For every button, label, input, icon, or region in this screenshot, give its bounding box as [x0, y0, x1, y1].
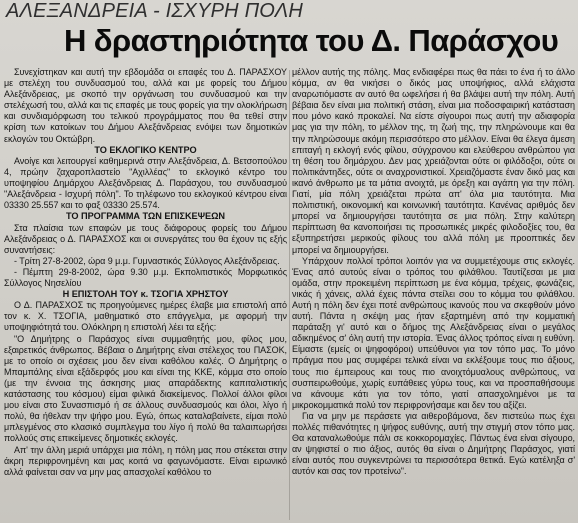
- section-subheading: ΤΟ ΕΚΛΟΓΙΚΟ ΚΕΝΤΡΟ: [94, 144, 197, 155]
- article-paragraph: "Ο Δημήτρης ο Παράσχος είναι συμμαθητής μου, φίλος μου, εξαιρετικός άνθρωπος. Βέβαια ο Δημήτρης είναι στέλεχος του ΠΑΣΟΚ, με το οποίο οι σχέσεις μου δεν είναι καθόλου καλές. Ο Δημήτρης ο Μπαμπάλης είναι εξάδερφός μου και είναι της ΚΚΕ, κόμμα στο οποίο (με την έννοια της άσκησης μιας απαράδεκτης καπιταλιστικής κατάστασης του κόσμου) είμαι φιλικά διακείμενος. Πολλοί άλλοι φίλοι μου είναι στο Συνασπισμό ή σε άλλους συνδυασμούς και όλοι, λίγο ή πολύ, θα ήθελαν την ψήφο μου. Εγώ, όπως καταλαβαίνετε, είμαι πολύ μπλεγμένος στο κλασικό συμπλεγμα του λίγο ή πολύ θα ταλαιπωρήσει πολλούς στις επικείμενες δημοτικές εκλογές.: [4, 333, 287, 444]
- article-paragraph: Στα πλαίσια των επαφών με τους διάφορους φορείς του Δήμου Αλεξάνδρειας ο Δ. ΠΑΡΑΣΧΟΣ και οι συνεργάτες του θα έχουν τις εξής συναντήσεις:: [4, 222, 287, 255]
- article-paragraph: Ο Δ. ΠΑΡΑΣΧΟΣ τις προηγούμενες ημέρες έλαβε μια επιστολή από τον κ. Χ. ΤΣΟΓΙΑ, μαθηματικό στο επάγγελμα, με αφορμή την υποψηφιότητά του. Ολόκληρη η επιστολή λέει τα εξής:: [4, 300, 287, 333]
- section-subheading: ΤΟ ΠΡΟΓΡΑΜΜΑ ΤΩΝ ΕΠΙΣΚΕΨΕΩΝ: [66, 211, 225, 222]
- column-divider: [289, 70, 290, 520]
- section-kicker: ΑΛΕΞΑΝΔΡΕΙΑ - ΙΣΧΥΡΗ ΠΟΛΗ: [6, 0, 303, 22]
- left-column: [4, 67, 287, 523]
- article-paragraph: Απ' την άλλη μεριά υπάρχει μια πόλη, η πόλη μας που στέκεται στην άκρη περιφρονημένη και μας κοιτά να φαγωνόμαστε. Είναι ειρωνικό αλλά φαίνεται σαν να μην μας απασχολεί καθόλου το: [4, 444, 287, 477]
- article-paragraph: Συνεχίστηκαν και αυτή την εβδομάδα οι επαφές του Δ. ΠΑΡΑΣΧΟΥ με στελέχη του συνδυασμού του, αλλά και με φορείς του Δήμου Αλεξάνδρειας, με σκοπό την οργάνωση του συνδυασμού και την στελέχωσή του, αλλά και τις επαφές με τους φορείς για την ολοκλήρωση και συνδιαμόρφωση του τελικού προγράμματος που θα τεθεί στην κρίση των κατοίκων του Δήμου Αλεξάνδρειας ενόψει των δημοτικών εκλογών του Οκτώβρη.: [4, 67, 287, 144]
- article-paragraph: - Πέμπτη 29-8-2002, ώρα 9.30 μ.μ. Εκπολιτιστικός Μορφωτικός Σύλλογος Νησελίου: [4, 266, 287, 288]
- article-paragraph: Για να μην με περάσετε για αιθεροβάμονα, δεν πιστεύω πως έχει πολλές πιθανότητες η ψήφος ευθύνης, αυτή την στιγμή στον τόπο μας. Θα καταναλωθούμε πάλι σε κοκκορομαχίες. Πάντως ένα είναι σίγουρο, αν ψηφιστεί ο πιο άξιος, αυτός θα είναι ο Δημήτρης Παράσχος, γιατί είναι αυτός που συγκεντρώνει τα περισσότερα θετικά. Εγώ κατέληξα σ' αυτόν και σας τον προτείνω".: [292, 410, 575, 477]
- article-headline: Η δραστηριότητα του Δ. Παράσχου: [64, 23, 559, 58]
- section-subheading: Η ΕΠΙΣΤΟΛΗ ΤΟΥ κ. ΤΣΟΓΙΑ ΧΡΗΣΤΟΥ: [62, 289, 229, 300]
- article-paragraph: Ανοίγε και λειτουργεί καθημερινά στην Αλεξάνδρεια, Δ. Βετσοπούλου 4, πρώην ζαχαροπλαστείο "Αχιλλέας" το εκλογικό κέντρο του υποψηφίου Δημάρχου Αλεξάνδρειας Δ. Παράσχου, του συνδυασμού "Αλεξάνδρεια - Ισχυρή πόλη". Το τηλέφωνο του εκλογικού κέντρου είναι 03330 25.557 και το φαξ 03330 25.574.: [4, 155, 287, 211]
- right-column: [292, 67, 575, 523]
- article-paragraph: μέλλον αυτής της πόλης. Μας ενδιαφέρει πως θα πάει το ένα ή το άλλο κόμμα, αν θα νικήσει ο δικός μας υποψήφιος, αλλά ελάχιστα αναρωτιόμαστε αν αυτό θα ωφελήσει ή θα βλάψει αυτή την πόλη. Αυτή βέβαια δεν είναι μια πολιτική στάση, είναι μια ποδοσφαιρική κατάσταση που μόνο κακό προκαλεί. Να είστε σίγουροι πως αυτή την αδιαφορία μας για την πόλη, το μέλλον της, τη ζωή της, την πληρώνουμε και θα την πληρώσουμε ακόμη περισσότερο στο μέλλον. Είναι θα έλεγα άμεση επιταγή η εκλογή ενός φίλου, σύγχρονου και ελεύθερου ανθρώπου για τη θέση του δημάρχου. Δεν μας χρειάζονται ούτε οι φιλόδοξοι, ούτε οι πολιτικάντηδες, ούτε οι αναχρονιστικοί. Χρειαζόμαστε έναν δικό μας και ικανό άνθρωπο με τα μάτια ανοιχτά, με όρεξη και αγάπη για την πόλη. Γιατί, μία πόλη χρειάζεται πρώτα απ' όλα μια ταυτότητα. Μια πολιτιστική, οικονομική και κοινωνική ταυτότητα. Κανένας αριθμός δεν μπορεί να δημιουργήσει ταυτότητα σε μια πόλη. Στην καλύτερη περίπτωση θα κανοποιήσει τις προσωπικές μικρές φιλοδοξίες του, θα εξυπηρετήσει μερικούς φίλους του αλλά πόλη με προοπτικές δεν μπορεί να δημιουργήσει.: [292, 67, 575, 255]
- article-paragraph: Υπάρχουν πολλοί τρόποι λοιπόν για να συμμετέχουμε στις εκλογές. Ένας από αυτούς είναι ο τρόπος του φιλάθλου. Ταυτίζεσαι με μια ομάδα, στην προκειμένη περίπτωση με ένα κόμμα, τρέχεις, φωνάζεις, νικάς ή χάνεις, αλλά έχεις πάντα στείλει σου το κόμμα του φιλάθλου. Αυτή η πόλη δεν έχει ποτέ ανθρώπους ικανούς που να σκεφθούν μόνο αυτή. Πάντα η σκέψη μας ήταν εξαρτημένη από την κομματική παράταξη γι' αυτό και ο δήμος της Αλεξάνδρειας είναι ο μεγάλος αδικημένος σ' όλη αυτή την ιστορία. Ένας άλλος τρόπος είναι η ευθύνη. Είμαστε (εμείς οι ψηφοφόροι) υπεύθυνοι για τον τόπο μας. Το μόνο πράγμα που μας συμφέρει τελικά είναι να εκλέξουμε τους πιο άξιους, τους πιο έμπειρους και τους πιο ανοιχτόμυαλους ανθρώπους, να συσπειρωθούμε, χωρίς ευπάθειες γύρω τους, και να προσπαθήσουμε να κάνουμε κάτι για τον τόπο, γιατί απασχολημένοι με τα μικροκομματικά πολύ τον περιφρονήσαμε και δεν του αξίζει.: [292, 255, 575, 410]
- article-paragraph: - Τρίτη 27-8-2002, ώρα 9 μ.μ. Γυμναστικός Σύλλογος Αλεξάνδρειας.: [14, 255, 280, 266]
